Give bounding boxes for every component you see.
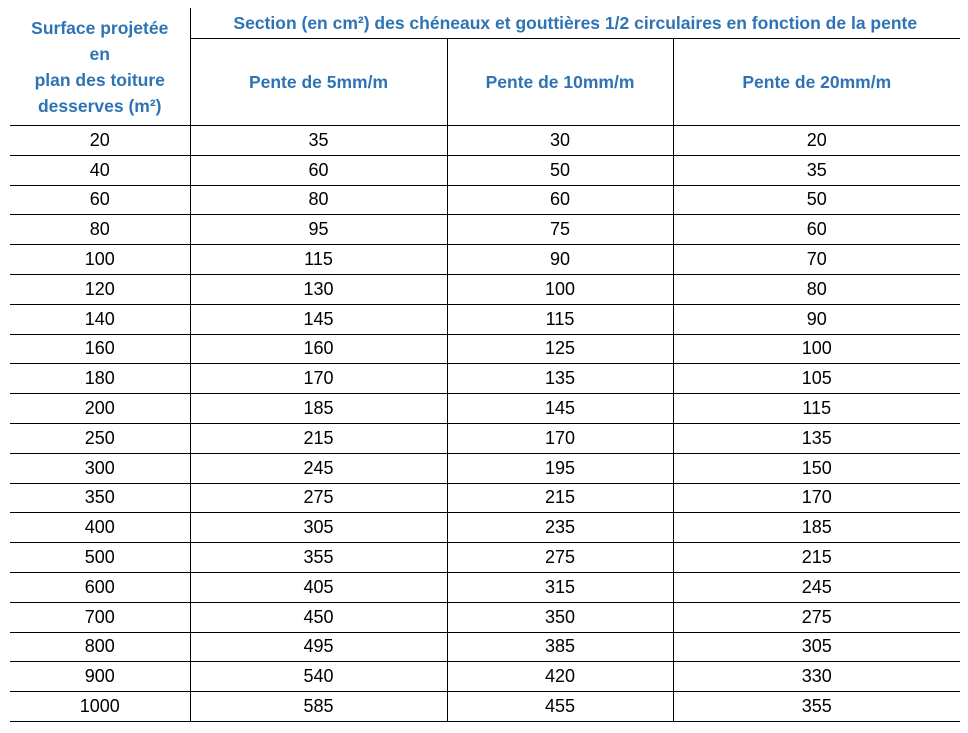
gutter-section-table xyxy=(10,8,960,722)
surface-cell: 350 xyxy=(10,483,190,513)
slope-5mm-cell: 585 xyxy=(190,692,447,722)
slope-10mm-cell: 350 xyxy=(447,602,673,632)
slope-header-5mm: Pente de 5mm/m xyxy=(190,39,447,126)
slope-10mm-cell: 50 xyxy=(447,155,673,185)
slope-20mm-cell: 135 xyxy=(673,423,960,453)
table-row xyxy=(10,126,960,156)
slope-20mm-cell: 100 xyxy=(673,334,960,364)
table-row xyxy=(10,364,960,394)
surface-cell: 700 xyxy=(10,602,190,632)
slope-10mm-cell: 30 xyxy=(447,126,673,156)
surface-cell: 800 xyxy=(10,632,190,662)
table-row xyxy=(10,274,960,304)
slope-20mm-cell: 245 xyxy=(673,572,960,602)
slope-5mm-cell: 450 xyxy=(190,602,447,632)
slope-5mm-cell: 405 xyxy=(190,572,447,602)
slope-5mm-cell: 95 xyxy=(190,215,447,245)
surface-cell: 140 xyxy=(10,304,190,334)
slope-10mm-cell: 100 xyxy=(447,274,673,304)
slope-10mm-cell: 455 xyxy=(447,692,673,722)
slope-5mm-cell: 185 xyxy=(190,394,447,424)
table-row xyxy=(10,513,960,543)
table-row xyxy=(10,483,960,513)
slope-10mm-cell: 420 xyxy=(447,662,673,692)
slope-5mm-cell: 305 xyxy=(190,513,447,543)
surface-cell: 80 xyxy=(10,215,190,245)
slope-20mm-cell: 330 xyxy=(673,662,960,692)
section-title: Section (en cm²) des chéneaux et gouttières 1/2 circulaires en fonction de la pente xyxy=(190,8,960,39)
header-row-title xyxy=(10,8,960,39)
slope-20mm-cell: 80 xyxy=(673,274,960,304)
surface-cell: 100 xyxy=(10,245,190,275)
surface-cell: 1000 xyxy=(10,692,190,722)
table-row xyxy=(10,334,960,364)
surface-cell: 20 xyxy=(10,126,190,156)
slope-20mm-cell: 215 xyxy=(673,543,960,573)
slope-10mm-cell: 125 xyxy=(447,334,673,364)
surface-header-line-4: desserves (m²) xyxy=(37,95,162,116)
table-row xyxy=(10,304,960,334)
slope-20mm-cell: 50 xyxy=(673,185,960,215)
slope-10mm-cell: 135 xyxy=(447,364,673,394)
slope-5mm-cell: 145 xyxy=(190,304,447,334)
slope-10mm-cell: 60 xyxy=(447,185,673,215)
surface-cell: 250 xyxy=(10,423,190,453)
surface-cell: 120 xyxy=(10,274,190,304)
surface-column-header xyxy=(10,8,190,126)
surface-header-line-2: en xyxy=(89,43,110,64)
slope-10mm-cell: 385 xyxy=(447,632,673,662)
surface-cell: 160 xyxy=(10,334,190,364)
slope-5mm-cell: 170 xyxy=(190,364,447,394)
surface-header-line-1: Surface projetée xyxy=(31,17,169,38)
surface-cell: 600 xyxy=(10,572,190,602)
slope-20mm-cell: 305 xyxy=(673,632,960,662)
table-row xyxy=(10,572,960,602)
surface-cell: 400 xyxy=(10,513,190,543)
slope-5mm-cell: 495 xyxy=(190,632,447,662)
slope-5mm-cell: 355 xyxy=(190,543,447,573)
slope-5mm-cell: 80 xyxy=(190,185,447,215)
table-row xyxy=(10,245,960,275)
table-row xyxy=(10,394,960,424)
slope-10mm-cell: 170 xyxy=(447,423,673,453)
slope-10mm-cell: 75 xyxy=(447,215,673,245)
slope-5mm-cell: 245 xyxy=(190,453,447,483)
slope-20mm-cell: 275 xyxy=(673,602,960,632)
slope-10mm-cell: 90 xyxy=(447,245,673,275)
slope-5mm-cell: 275 xyxy=(190,483,447,513)
slope-10mm-cell: 235 xyxy=(447,513,673,543)
surface-cell: 40 xyxy=(10,155,190,185)
slope-20mm-cell: 60 xyxy=(673,215,960,245)
table-row xyxy=(10,185,960,215)
table-row xyxy=(10,453,960,483)
slope-5mm-cell: 60 xyxy=(190,155,447,185)
slope-5mm-cell: 130 xyxy=(190,274,447,304)
slope-20mm-cell: 150 xyxy=(673,453,960,483)
slope-20mm-cell: 355 xyxy=(673,692,960,722)
slope-10mm-cell: 315 xyxy=(447,572,673,602)
surface-cell: 300 xyxy=(10,453,190,483)
slope-10mm-cell: 145 xyxy=(447,394,673,424)
slope-10mm-cell: 275 xyxy=(447,543,673,573)
slope-10mm-cell: 195 xyxy=(447,453,673,483)
slope-20mm-cell: 115 xyxy=(673,394,960,424)
slope-header-10mm: Pente de 10mm/m xyxy=(447,39,673,126)
slope-10mm-cell: 115 xyxy=(447,304,673,334)
slope-5mm-cell: 215 xyxy=(190,423,447,453)
table-row xyxy=(10,602,960,632)
surface-cell: 180 xyxy=(10,364,190,394)
surface-cell: 200 xyxy=(10,394,190,424)
slope-20mm-cell: 20 xyxy=(673,126,960,156)
table-body xyxy=(10,126,960,722)
surface-header-line-3: plan des toiture xyxy=(34,69,165,90)
surface-cell: 60 xyxy=(10,185,190,215)
slope-20mm-cell: 105 xyxy=(673,364,960,394)
table-header xyxy=(10,8,960,126)
slope-5mm-cell: 160 xyxy=(190,334,447,364)
slope-20mm-cell: 90 xyxy=(673,304,960,334)
table-row xyxy=(10,423,960,453)
slope-5mm-cell: 540 xyxy=(190,662,447,692)
table-row xyxy=(10,155,960,185)
table-row xyxy=(10,543,960,573)
surface-cell: 500 xyxy=(10,543,190,573)
slope-header-20mm: Pente de 20mm/m xyxy=(673,39,960,126)
table-row xyxy=(10,632,960,662)
slope-20mm-cell: 35 xyxy=(673,155,960,185)
slope-10mm-cell: 215 xyxy=(447,483,673,513)
table-row xyxy=(10,692,960,722)
slope-5mm-cell: 35 xyxy=(190,126,447,156)
surface-cell: 900 xyxy=(10,662,190,692)
table-row xyxy=(10,215,960,245)
slope-20mm-cell: 170 xyxy=(673,483,960,513)
slope-20mm-cell: 185 xyxy=(673,513,960,543)
slope-5mm-cell: 115 xyxy=(190,245,447,275)
slope-20mm-cell: 70 xyxy=(673,245,960,275)
table-row xyxy=(10,662,960,692)
